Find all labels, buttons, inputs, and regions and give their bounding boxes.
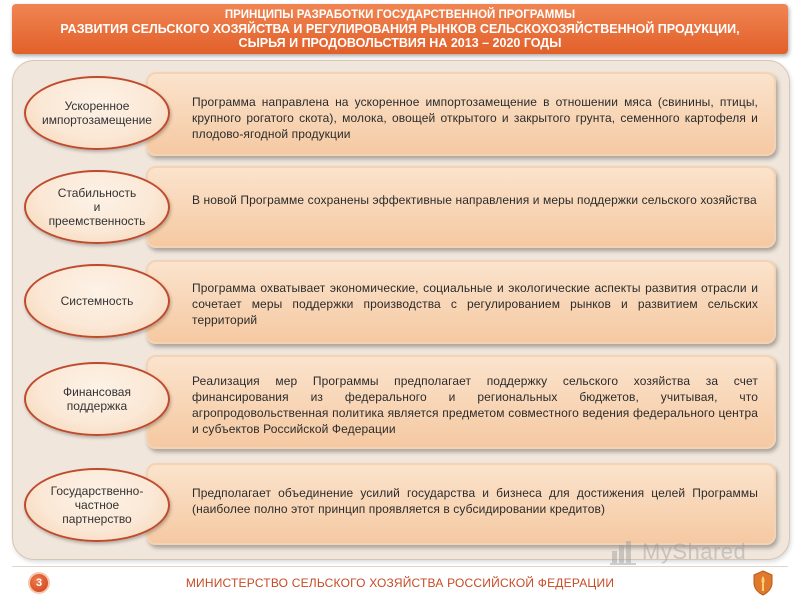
principle-title-oval	[24, 468, 170, 542]
watermark	[610, 537, 746, 567]
principle-title-oval	[24, 264, 170, 338]
page-number: 3	[35, 577, 43, 589]
principle-description-box	[146, 166, 776, 248]
principle-description: Реализация мер Программы предполагает поддержку сельского хозяйства за счет финансирования из федерального и региональных бюджетов, учитывая, что агропродовольственная политика является предметом совместного ведения федерального центра и субъектов Российской Федерации	[192, 374, 758, 436]
ministry-name: МИНИСТЕРСТВО СЕЛЬСКОГО ХОЗЯЙСТВА РОССИЙСКОЙ ФЕДЕРАЦИИ	[185, 576, 615, 590]
principle-title: Стабильность и преемственность	[48, 186, 146, 228]
principle-title-oval	[24, 362, 170, 436]
slide-header	[12, 4, 788, 54]
principle-title: Финансовая поддержка	[63, 385, 131, 413]
principle-description-box	[146, 355, 776, 449]
principle-description: В новой Программе сохранены эффективные направления и меры поддержки сельского хозяйства	[192, 193, 757, 207]
principle-description-box	[146, 260, 776, 344]
principle-description-box	[146, 72, 776, 156]
principle-description: Программа охватывает экономические, социальные и экологические аспекты развития отрасли и сочетает меры поддержки производства с регулированием рынков и развитием сельских территорий	[192, 281, 758, 327]
principle-description-box	[146, 463, 776, 545]
header-title-line1: ПРИНЦИПЫ РАЗРАБОТКИ ГОСУДАРСТВЕННОЙ ПРОГРАММЫ	[224, 8, 576, 21]
header-title-line3: СЫРЬЯ И ПРОДОВОЛЬСТВИЯ НА 2013 – 2020 ГОДЫ	[238, 35, 562, 50]
principle-title-oval	[24, 76, 170, 150]
principle-title: Системность	[60, 294, 134, 308]
watermark-text: MyShared	[642, 539, 747, 564]
principle-title-oval	[24, 170, 170, 244]
principle-title: Государственно- частное партнерство	[50, 484, 144, 526]
principle-description: Предполагает объединение усилий государства и бизнеса для достижения целей Программы (наиболее полно этот принцип проявляется в субсидировании кредитов)	[192, 486, 758, 516]
principle-title: Ускоренное импортозамещение	[42, 99, 152, 127]
chart-bars-icon	[610, 539, 638, 565]
footer-divider	[12, 566, 788, 567]
principle-description: Программа направлена на ускоренное импортозамещение в отношении мяса (свинины, птицы, крупного рогатого скота), молока, овощей открытого и закрытого грунта, семенного картофеля и плодово-ягодной продукции	[192, 95, 758, 141]
header-title-line2: РАЗВИТИЯ СЕЛЬСКОГО ХОЗЯЙСТВА И РЕГУЛИРОВАНИЯ РЫНКОВ СЕЛЬСКОХОЗЯЙСТВЕННОЙ ПРОДУКЦИИ,	[60, 21, 740, 36]
ministry-emblem-icon	[752, 570, 774, 596]
